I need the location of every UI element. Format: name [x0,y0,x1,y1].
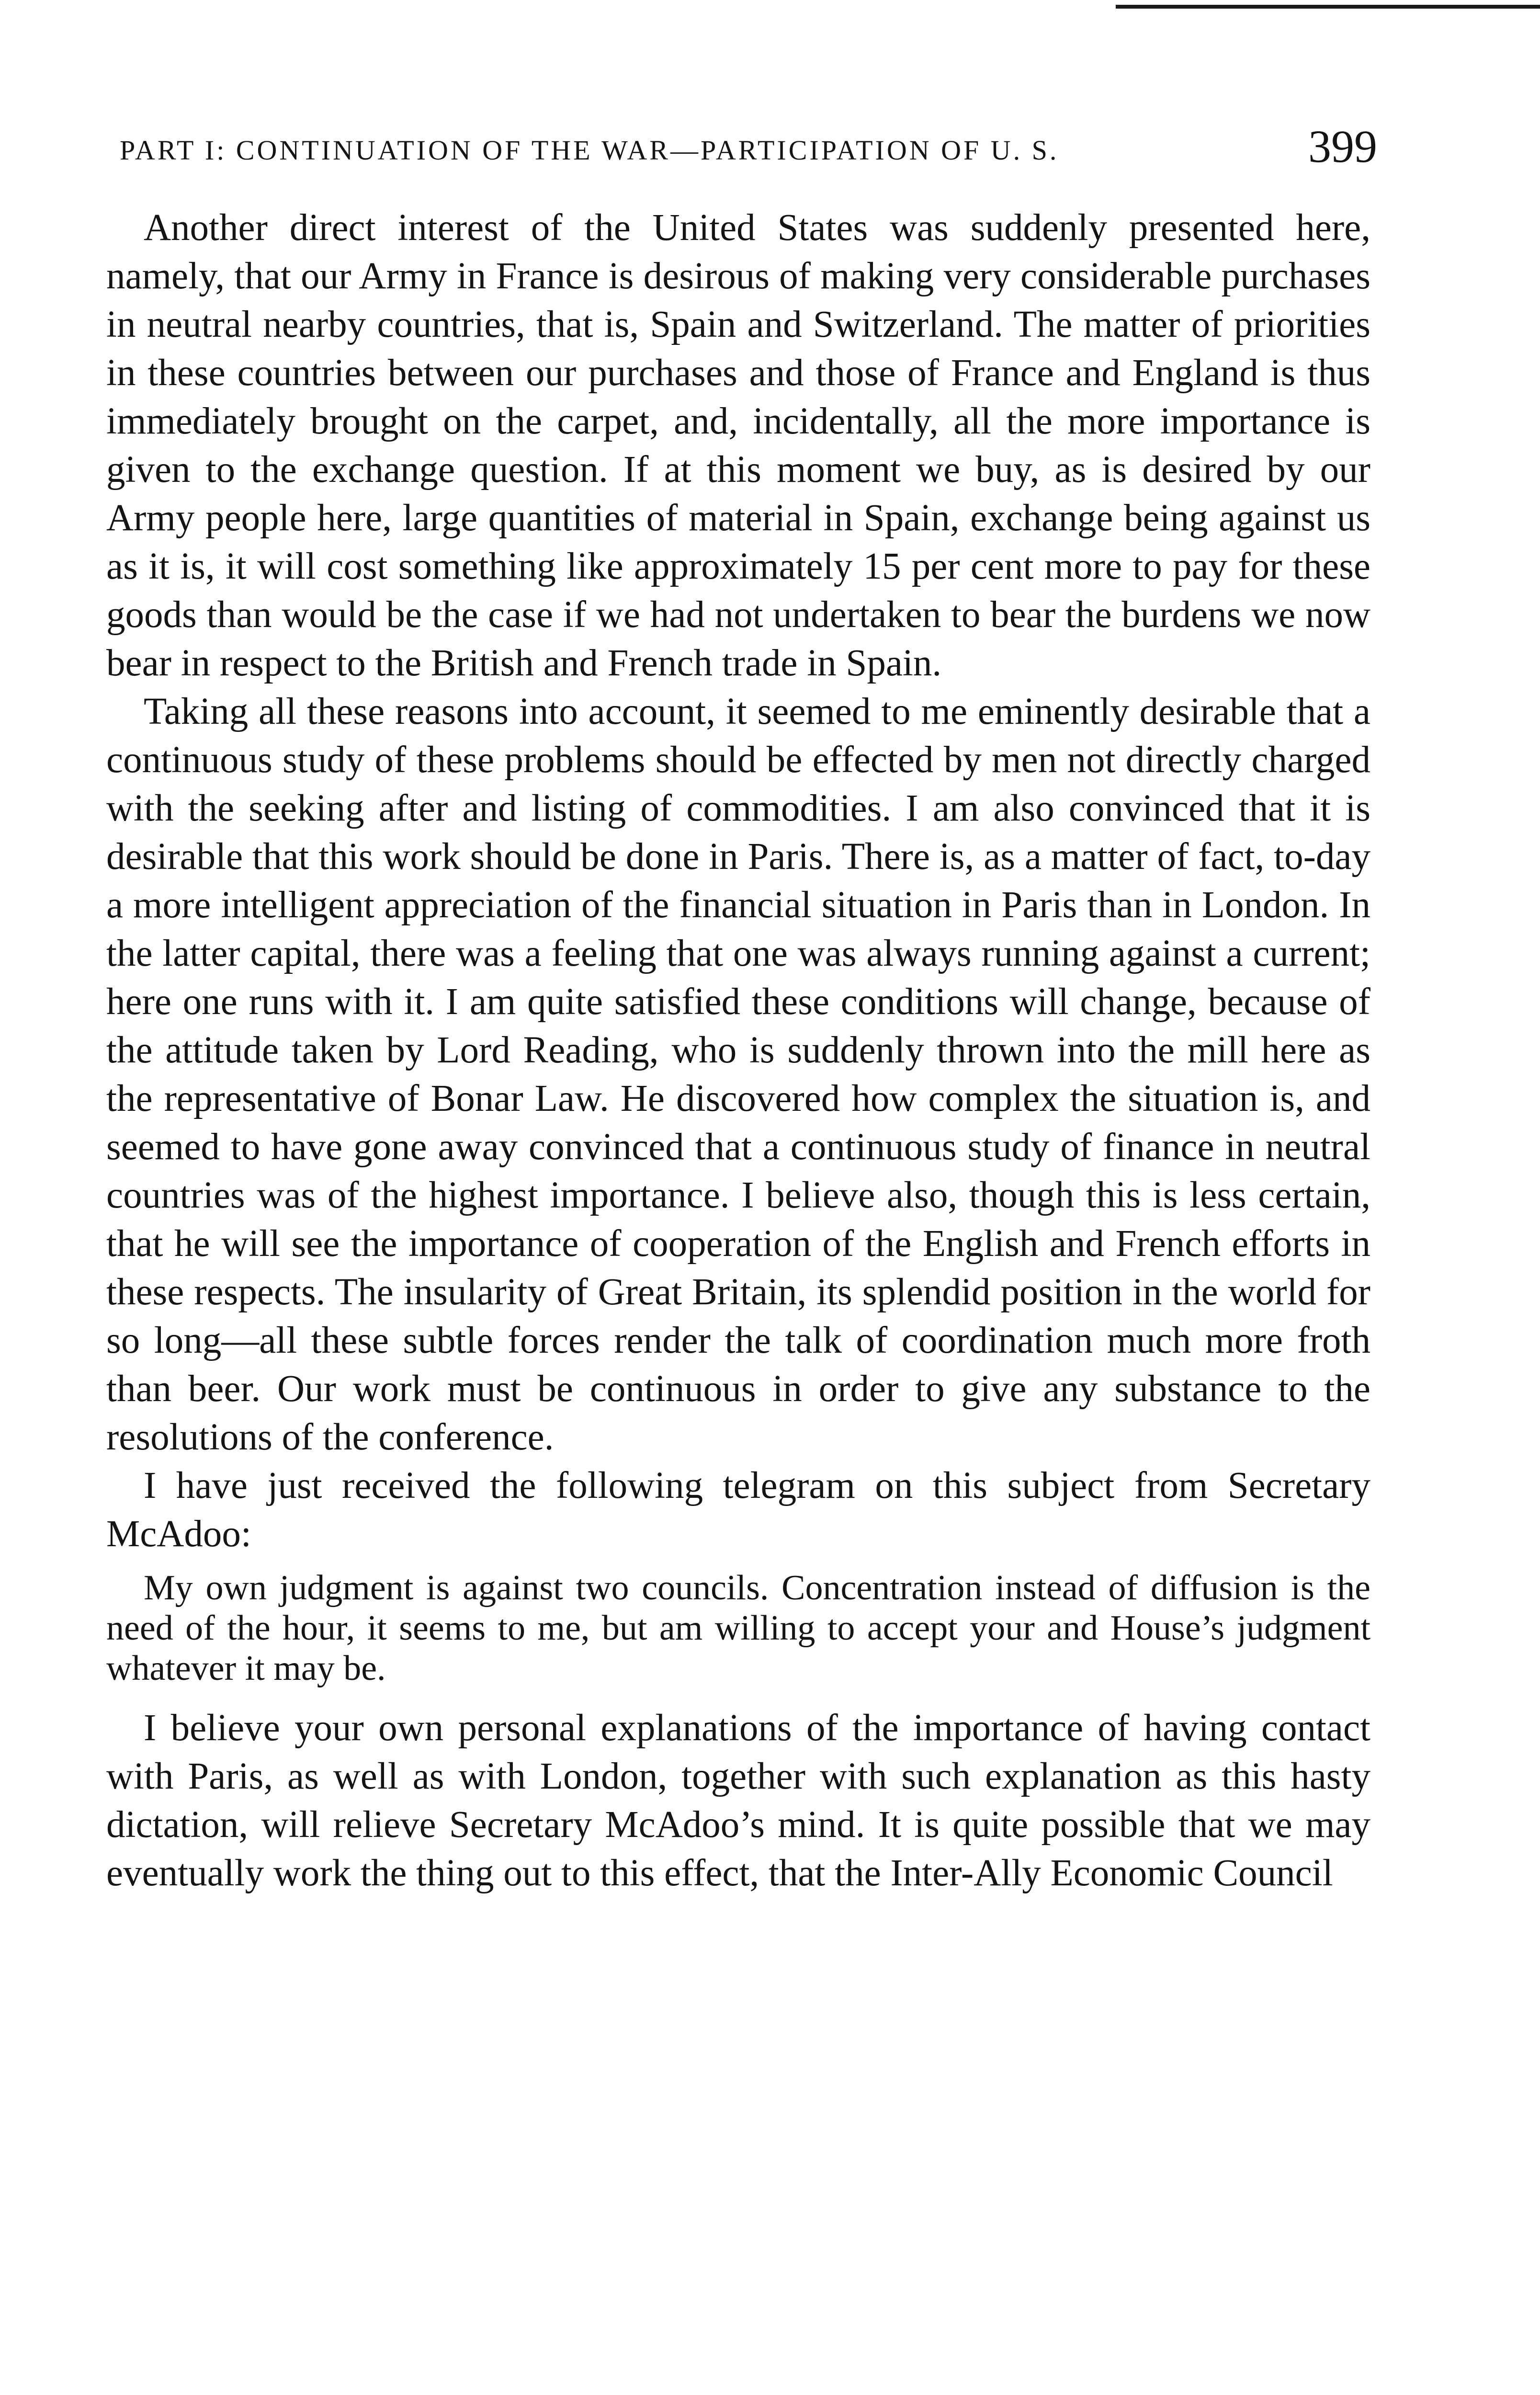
telegram-quote: My own judgment is against two councils. Concentration instead of diffusion is the need of the hour, it seems to me, but am willing to accept your and House’s judgment whatever it may be. [106,1568,1370,1688]
page-number: 399 [1308,121,1377,172]
running-head: PART I: CONTINUATION OF THE WAR—PARTICIPATION OF U. S. [120,135,1059,166]
paragraph-closing: I believe your own personal explanations of the importance of having contact with Paris, as well as with London, together with such explanation as this hasty dictation, will relieve Secretary McAdoo’s mind. It is quite possible that we may eventually work the thing out to this effect, that the Inter-Ally Economic Council [106,1707,1370,1894]
body-text [106,204,1370,1897]
paragraph-exchange-interest: Another direct interest of the United States was suddenly presented here, namely, that our Army in France is desirous of making very considerable purchases in neutral nearby countries, that is, Spain and Switzerland. The matter of priorities in these countries between our purchases and those of France and England is thus immediately brought on the carpet, and, incidentally, all the more importance is given to the exchange question. If at this moment we buy, as is desired by our Army people here, large quantities of material in Spain, exchange being against us as it is, it will cost something like approximately 15 per cent more to pay for these goods than would be the case if we had not undertaken to bear the burdens we now bear in respect to the British and French trade in Spain. [106,207,1370,684]
paragraph-telegram-intro: I have just received the following telegram on this subject from Secretary McAdoo: [106,1465,1370,1555]
top-rule [1116,5,1540,9]
page-header [120,120,1377,182]
paragraph-paris-study: Taking all these reasons into account, it seemed to me eminently desirable that a continuous study of these problems should be effected by men not directly charged with the seeking after and listing of commodities. I am also convinced that it is desirable that this work should be done in Paris. There is, as a matter of fact, to-day a more intelligent appreciation of the financial situation in Paris than in London. In the latter capital, there was a feeling that one was always running against a current; here one runs with it. I am quite satisfied these conditions will change, because of the attitude taken by Lord Reading, who is suddenly thrown into the mill here as the representative of Bonar Law. He discovered how complex the situation is, and seemed to have gone away convinced that a continuous study of finance in neutral countries was of the highest importance. I believe also, though this is less certain, that he will see the importance of cooperation of the English and French efforts in these respects. The insularity of Great Britain, its splendid position in the world for so long—all these subtle forces render the talk of coordination much more froth than beer. Our work must be continuous in order to give any substance to the resolutions of the conference. [106,691,1370,1458]
